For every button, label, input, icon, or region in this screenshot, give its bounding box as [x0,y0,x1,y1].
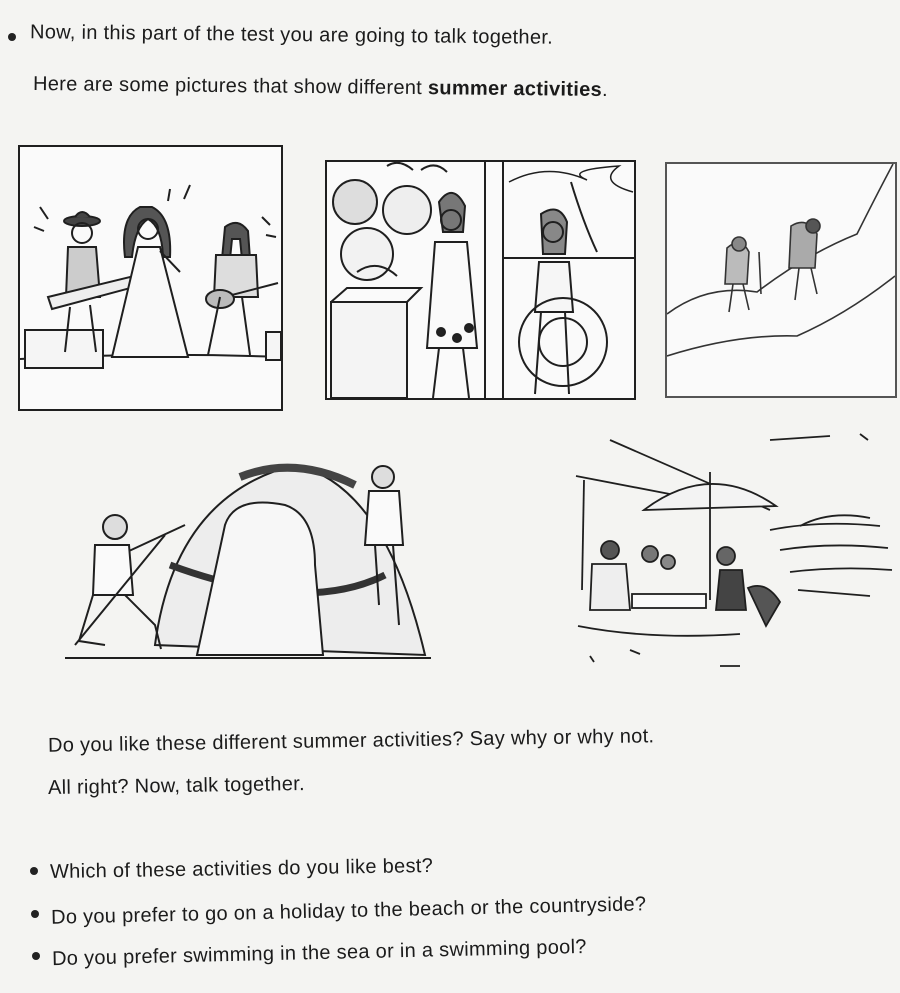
bullet-icon [8,33,16,41]
bullet-icon [32,952,40,960]
bullet-icon [31,910,39,918]
followup-question-2: Do you prefer to go on a holiday to the beach or the countryside? [50,893,647,929]
intro-line-2 [33,73,608,102]
followup-question-1: Which of these activities do you like best? [49,854,434,884]
intro-line-2-prefix: Here are some pictures that show different [32,72,429,100]
prompt-question: Do you like these different summer activities? Say why or why not. [47,725,655,757]
prompt-instruction: All right? Now, talk together. [47,772,306,800]
followup-question-3: Do you prefer swimming in the sea or in a swimming pool? [51,935,587,971]
beach-shopping-drawing [327,162,634,398]
band-concert-illustration [18,145,283,411]
beach-shopping-illustration [325,160,636,400]
intro-line-1: Now, in this part of the test you are going to talk together. [29,21,554,49]
intro-line-2-suffix: . [601,78,608,102]
bullet-icon [30,867,38,875]
band-concert-drawing [20,147,281,409]
beach-picnic-drawing [570,430,895,670]
tent-camping-illustration [65,455,445,665]
mountain-hiking-illustration [665,162,897,398]
mountain-hiking-drawing [667,164,895,396]
tent-camping-drawing [65,455,445,665]
beach-picnic-illustration [570,430,895,670]
intro-line-2-bold: summer activities [427,77,603,101]
